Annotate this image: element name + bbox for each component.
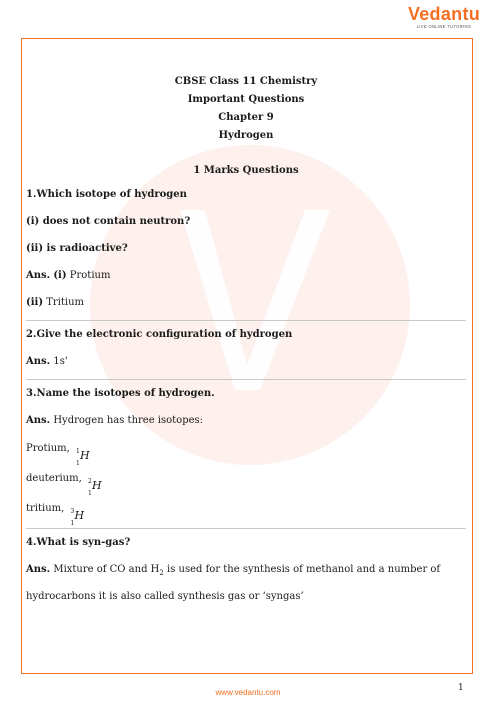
subscript: 2 (159, 569, 164, 577)
answer-text: Mixture of CO and H (53, 564, 160, 575)
logo-tagline: LIVE ONLINE TUTORING (416, 24, 472, 29)
title-line-type: Important Questions (187, 94, 305, 105)
q1-answer-ii (26, 289, 466, 316)
element-symbol: H (80, 448, 90, 462)
section-heading: 1 Marks Questions (193, 165, 299, 176)
q3-question: 3.Name the isotopes of hydrogen. (26, 388, 215, 399)
q1-part-i: (i) does not contain neutron? (26, 216, 191, 227)
isotope-protium (26, 434, 466, 467)
atomic-number: 1 (87, 489, 92, 497)
q1-answer-i (26, 262, 466, 289)
document-body (26, 73, 466, 610)
mass-number: 1 (76, 447, 80, 455)
footer-link[interactable]: www.vedantu.com (215, 688, 281, 697)
isotope-notation (85, 469, 102, 497)
atomic-number: 1 (76, 459, 80, 467)
document-title-block (26, 73, 466, 145)
q4-answer (26, 556, 466, 583)
q4-question: 4.What is syn-gas? (26, 537, 131, 548)
answer-label: Ans. (26, 270, 51, 281)
vedantu-logo (404, 4, 484, 34)
logo-wordmark: Vedantu (407, 4, 481, 24)
element-symbol: H (74, 508, 85, 522)
element-symbol: H (91, 478, 102, 492)
isotope-name: Protium, (26, 443, 70, 454)
answer-text: Tritium (46, 297, 85, 308)
mass-number: 2 (87, 477, 92, 485)
mass-number: 3 (70, 507, 75, 515)
q2-answer (26, 348, 466, 375)
q3-answer (26, 407, 466, 434)
q1-question: 1.Which isotope of hydrogen (26, 189, 187, 200)
page-number: 1 (458, 683, 464, 693)
answer-label: Ans. (26, 415, 51, 426)
answer-part-label: (ii) (26, 297, 44, 308)
isotope-deuterium (26, 464, 466, 497)
answer-text: Hydrogen has three isotopes: (53, 415, 204, 426)
title-line-topic: Hydrogen (218, 130, 274, 141)
answer-text: 1s' (53, 356, 68, 367)
atomic-number: 1 (70, 519, 75, 527)
q4-answer-line2: hydrocarbons it is also called synthesis gas or ‘syngas’ (26, 591, 304, 602)
title-line-chapter: Chapter 9 (218, 112, 274, 123)
answer-part-label: (i) (53, 270, 67, 281)
q1-part-ii: (ii) is radioactive? (26, 243, 128, 254)
answer-label: Ans. (26, 356, 51, 367)
isotope-notation (73, 439, 90, 467)
isotope-notation (68, 499, 85, 527)
isotope-name: tritium, (26, 503, 65, 514)
isotope-name: deuterium, (26, 473, 82, 484)
title-line-class: CBSE Class 11 Chemistry (174, 76, 318, 87)
answer-text: Protium (69, 270, 111, 281)
q2-question: 2.Give the electronic configuration of hydrogen (26, 329, 293, 340)
answer-label: Ans. (26, 564, 51, 575)
answer-text-cont: is used for the synthesis of methanol and a number of (163, 564, 441, 575)
